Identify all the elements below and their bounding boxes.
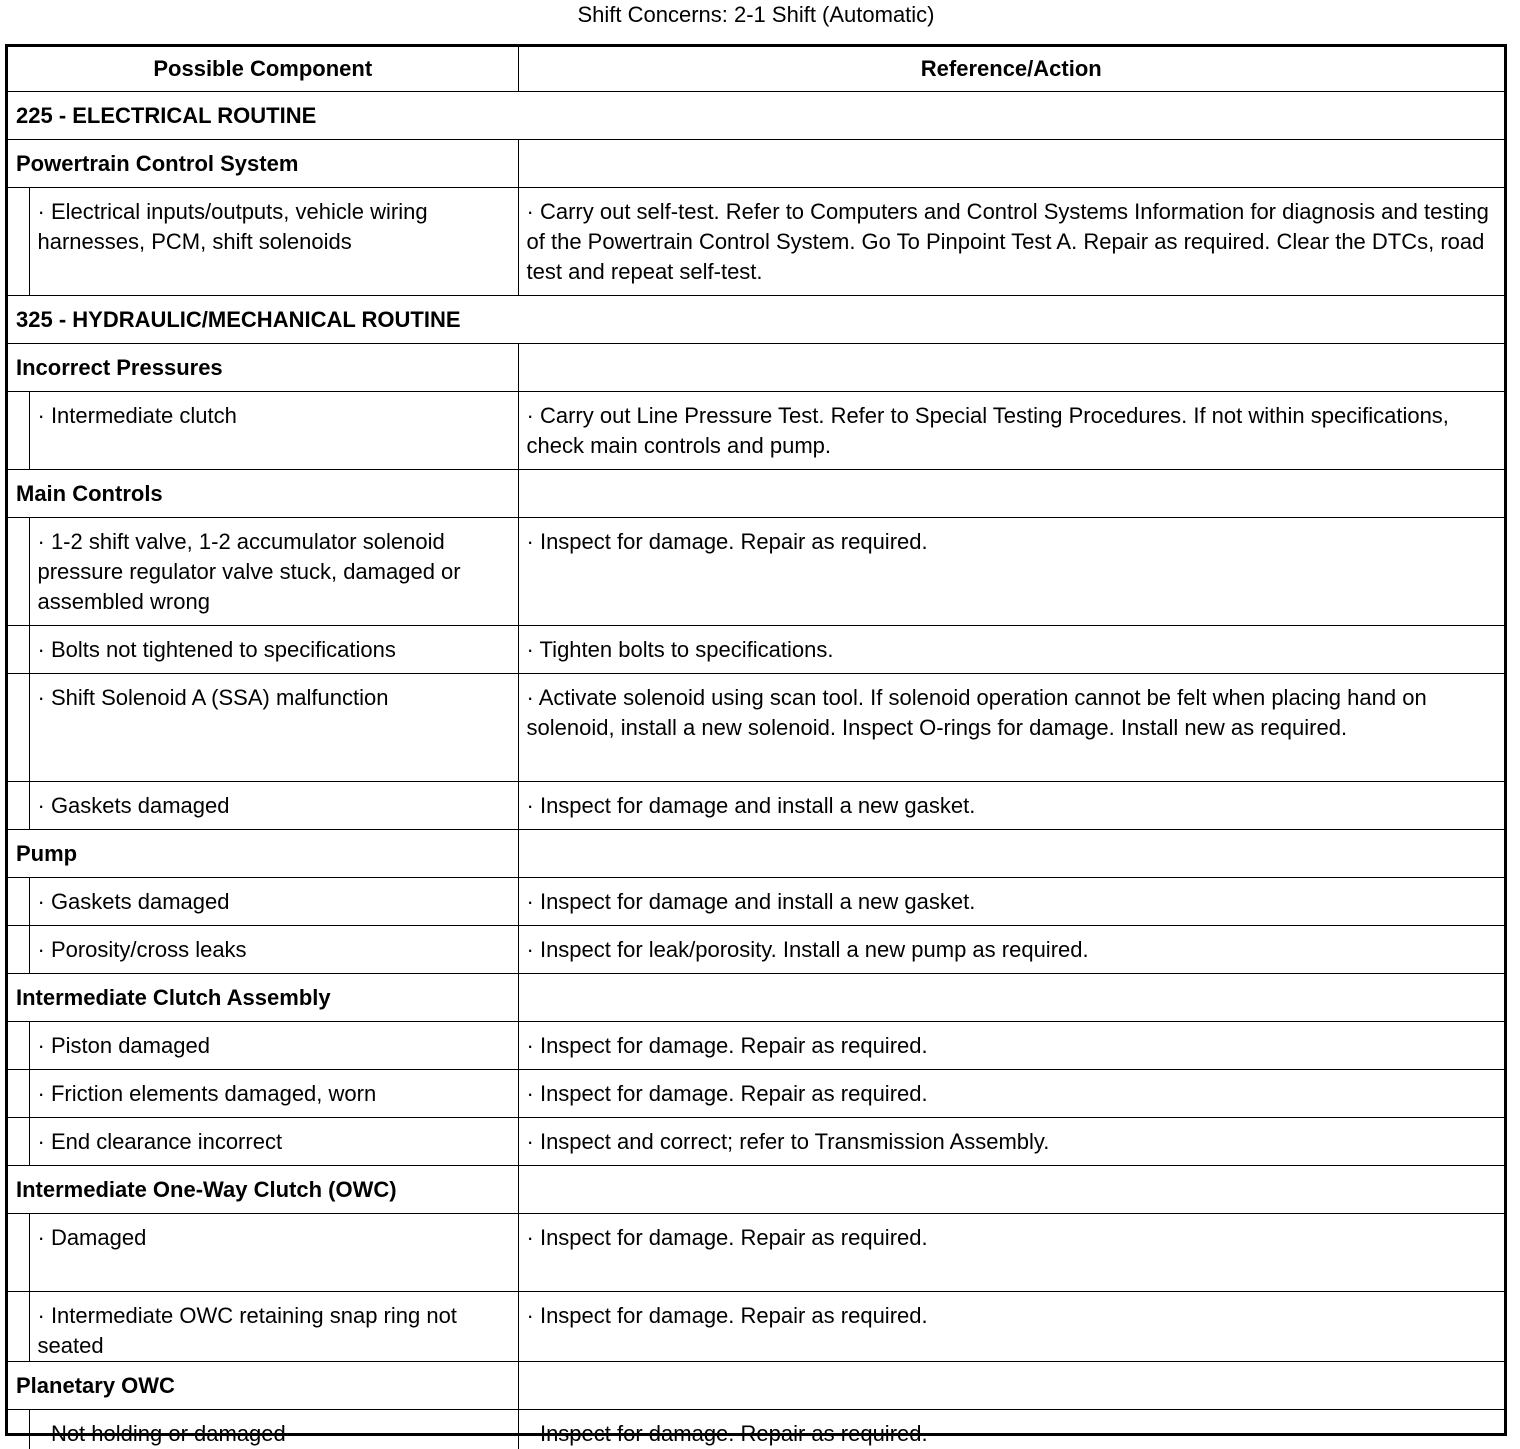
indent-cell [8, 1292, 29, 1362]
action-cell: · Inspect for damage. Repair as required. [518, 1410, 1504, 1449]
action-cell: · Inspect for damage and install a new gasket. [518, 782, 1504, 830]
group-label: Main Controls [8, 470, 518, 518]
group-label: Intermediate Clutch Assembly [8, 974, 518, 1022]
action-cell: · Inspect for damage. Repair as required. [518, 518, 1504, 626]
diagnosis-table-container [5, 44, 1507, 1436]
table-row [8, 1118, 1504, 1166]
indent-cell [8, 878, 29, 926]
table-row [8, 1022, 1504, 1070]
table-row [8, 926, 1504, 974]
group-action-cell [518, 1166, 1504, 1214]
action-cell: · Inspect for damage. Repair as required. [518, 1292, 1504, 1362]
group-row [8, 1362, 1504, 1410]
group-label: Pump [8, 830, 518, 878]
action-cell: · Inspect for damage. Repair as required. [518, 1022, 1504, 1070]
header-possible-component: Possible Component [8, 47, 518, 92]
table-row [8, 1410, 1504, 1449]
component-cell: · Electrical inputs/outputs, vehicle wiring harnesses, PCM, shift solenoids [29, 188, 518, 296]
group-row [8, 344, 1504, 392]
action-cell: · Activate solenoid using scan tool. If solenoid operation cannot be felt when placing hand on solenoid, install a new solenoid. Inspect O-rings for damage. Install new as required. [518, 674, 1504, 782]
action-cell: · Inspect for damage. Repair as required. [518, 1070, 1504, 1118]
table-row [8, 1070, 1504, 1118]
component-cell: · Piston damaged [29, 1022, 518, 1070]
table-row [8, 518, 1504, 626]
group-action-cell [518, 140, 1504, 188]
header-row [8, 47, 1504, 92]
group-row [8, 470, 1504, 518]
action-cell: · Inspect and correct; refer to Transmission Assembly. [518, 1118, 1504, 1166]
group-row [8, 1166, 1504, 1214]
group-row [8, 140, 1504, 188]
table-row [8, 782, 1504, 830]
action-cell: · Inspect for damage. Repair as required. [518, 1214, 1504, 1292]
component-cell: · Porosity/cross leaks [29, 926, 518, 974]
component-cell: · Intermediate clutch [29, 392, 518, 470]
component-cell: · Friction elements damaged, worn [29, 1070, 518, 1118]
group-row [8, 830, 1504, 878]
indent-cell [8, 1410, 29, 1449]
indent-cell [8, 926, 29, 974]
component-cell: · 1-2 shift valve, 1-2 accumulator solenoid pressure regulator valve stuck, damaged or assembled wrong [29, 518, 518, 626]
table-row [8, 392, 1504, 470]
table-row [8, 1214, 1504, 1292]
section-row [8, 92, 1504, 140]
table-row [8, 1292, 1504, 1362]
group-action-cell [518, 830, 1504, 878]
action-cell: · Inspect for leak/porosity. Install a new pump as required. [518, 926, 1504, 974]
action-cell: · Tighten bolts to specifications. [518, 626, 1504, 674]
action-cell: · Carry out self-test. Refer to Computers and Control Systems Information for diagnosis and testing of the Powertrain Control System. Go To Pinpoint Test A. Repair as required. Clear the DTCs, road test and repeat self-test. [518, 188, 1504, 296]
group-label: Powertrain Control System [8, 140, 518, 188]
indent-cell [8, 518, 29, 626]
indent-cell [8, 392, 29, 470]
header-reference-action: Reference/Action [518, 47, 1504, 92]
table-row [8, 188, 1504, 296]
indent-cell [8, 188, 29, 296]
indent-cell [8, 1070, 29, 1118]
group-label: Planetary OWC [8, 1362, 518, 1410]
indent-cell [8, 1022, 29, 1070]
table-row [8, 626, 1504, 674]
section-label: 325 - HYDRAULIC/MECHANICAL ROUTINE [8, 296, 1504, 344]
component-cell: · Intermediate OWC retaining snap ring not seated [29, 1292, 518, 1362]
component-cell: · End clearance incorrect [29, 1118, 518, 1166]
component-cell: · Shift Solenoid A (SSA) malfunction [29, 674, 518, 782]
component-cell: · Damaged [29, 1214, 518, 1292]
section-row [8, 296, 1504, 344]
indent-cell [8, 1118, 29, 1166]
group-label: Intermediate One-Way Clutch (OWC) [8, 1166, 518, 1214]
group-action-cell [518, 974, 1504, 1022]
action-cell: · Inspect for damage and install a new gasket. [518, 878, 1504, 926]
indent-cell [8, 1214, 29, 1292]
table-row [8, 674, 1504, 782]
component-cell: · Bolts not tightened to specifications [29, 626, 518, 674]
component-cell: · Gaskets damaged [29, 782, 518, 830]
section-label: 225 - ELECTRICAL ROUTINE [8, 92, 1504, 140]
group-action-cell [518, 1362, 1504, 1410]
group-action-cell [518, 470, 1504, 518]
table-title: Shift Concerns: 2-1 Shift (Automatic) [0, 0, 1512, 34]
diagnosis-table [8, 47, 1504, 1449]
action-cell: · Carry out Line Pressure Test. Refer to Special Testing Procedures. If not within specifications, check main controls and pump. [518, 392, 1504, 470]
component-cell: · Not holding or damaged [29, 1410, 518, 1449]
indent-cell [8, 626, 29, 674]
indent-cell [8, 674, 29, 782]
table-body [8, 92, 1504, 1449]
group-action-cell [518, 344, 1504, 392]
group-label: Incorrect Pressures [8, 344, 518, 392]
table-row [8, 878, 1504, 926]
group-row [8, 974, 1504, 1022]
component-cell: · Gaskets damaged [29, 878, 518, 926]
indent-cell [8, 782, 29, 830]
